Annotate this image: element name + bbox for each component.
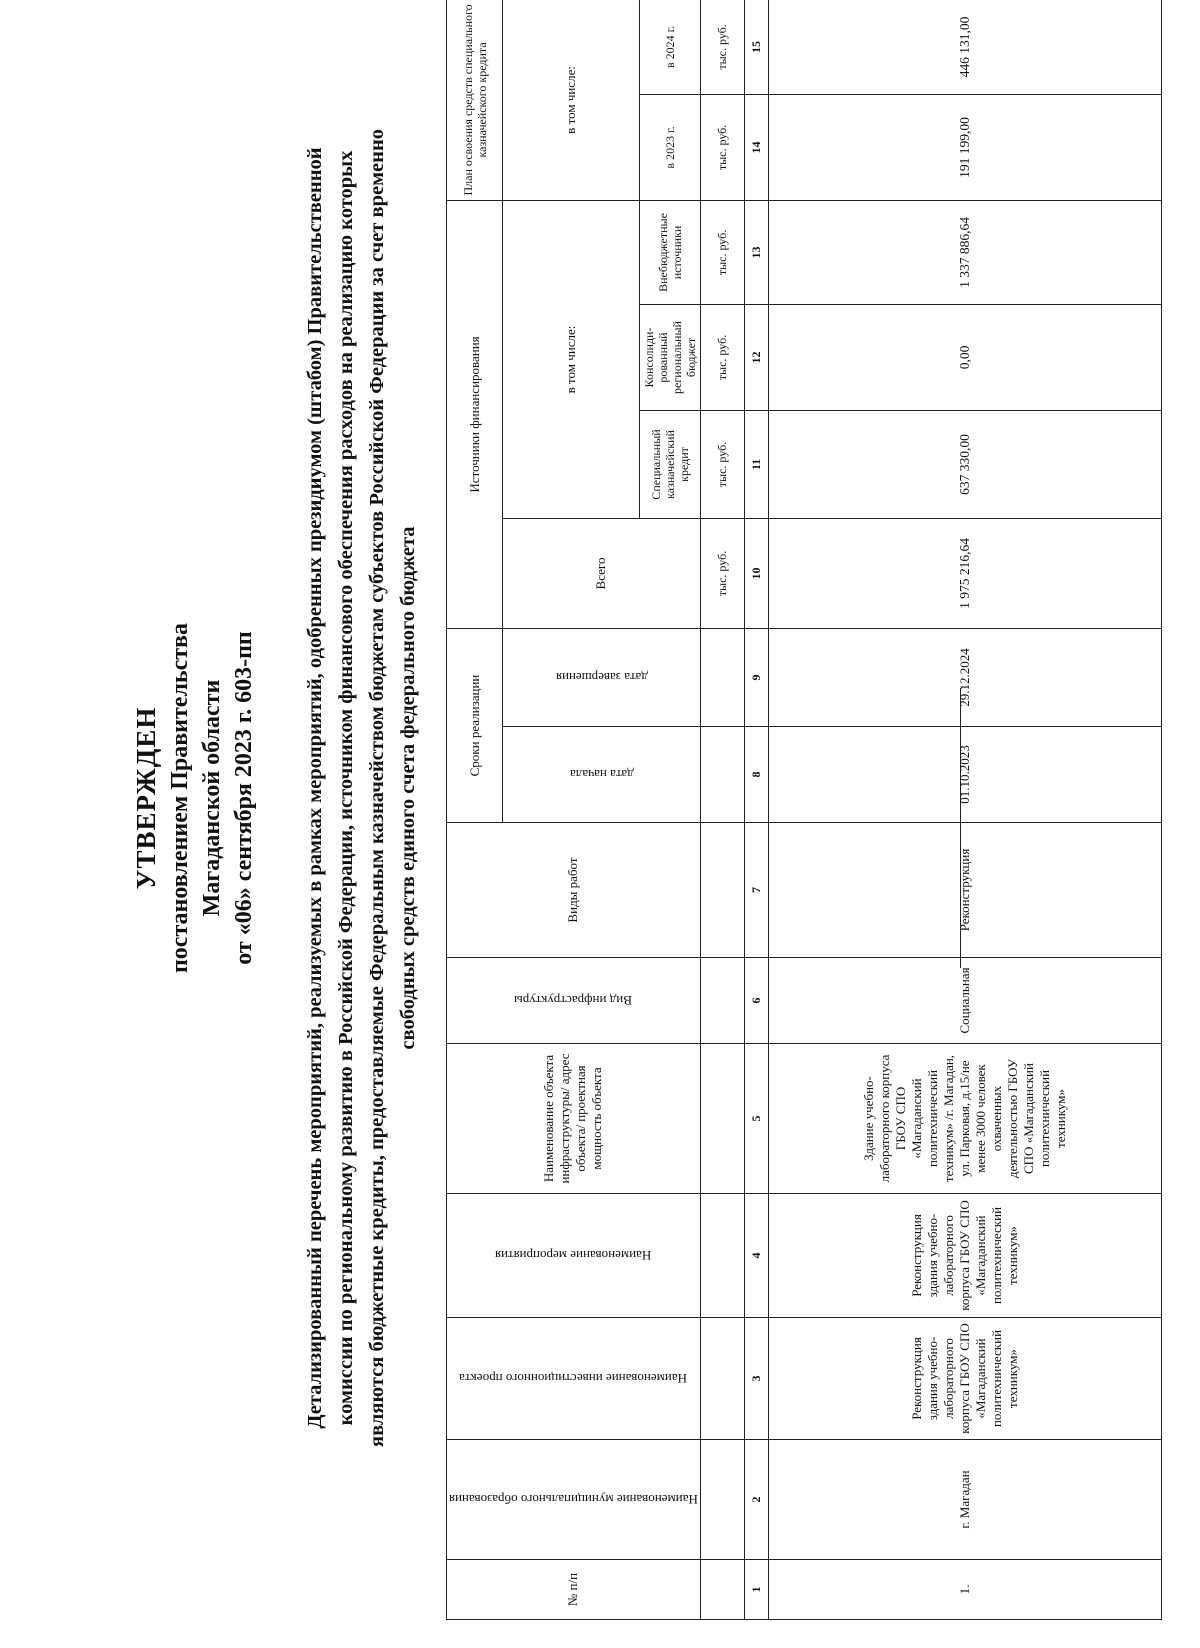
header-start-date-text: дата начала	[569, 767, 634, 782]
unit-cell: тыс. руб.	[700, 0, 744, 94]
row-plan-2023: 191 199,00	[768, 94, 1161, 200]
title-line: являются бюджетные кредиты, предоставляемые Федеральным казначейством бюджетам субъектов Российской Федерации за счет временно	[366, 128, 388, 1448]
unit-cell	[700, 1194, 744, 1318]
column-number: 12	[744, 304, 768, 410]
title-line: комиссии по региональному развитию в Российской Федерации, источником финансового обеспечения расходов на реализацию которых	[335, 150, 357, 1426]
column-number: 7	[744, 823, 768, 958]
row-special-credit: 637 330,00	[768, 410, 1161, 518]
unit-cell	[700, 1318, 744, 1440]
column-number: 2	[744, 1440, 768, 1560]
header-object: Наименование объекта инфраструктуры/ адрес объекта/ проектная мощность объекта	[447, 1044, 701, 1194]
column-number: 15	[744, 0, 768, 94]
row-municipality: г. Магадан	[768, 1440, 1161, 1560]
approval-line: постановлением Правительства	[167, 623, 193, 974]
row-project: Реконструкция здания учебно-лабораторного корпуса ГБОУ СПО «Магаданский политехнический техникум»	[768, 1318, 1161, 1440]
row-number: 1.	[768, 1560, 1161, 1620]
header-extra-budget: Внебюджетные источники	[639, 200, 700, 304]
title-line: свободных средств единого счета федерального бюджета	[397, 526, 419, 1050]
header-row	[447, 0, 503, 1620]
unit-cell	[700, 823, 744, 958]
column-number: 14	[744, 94, 768, 200]
column-number: 8	[744, 727, 768, 823]
unit-cell	[700, 628, 744, 726]
header-including-plan: в том числе:	[503, 0, 640, 200]
unit-cell	[700, 1044, 744, 1194]
header-project	[447, 1318, 701, 1440]
column-number: 6	[744, 958, 768, 1044]
header-end-date-text: дата завершения	[555, 670, 648, 685]
unit-cell: тыс. руб.	[700, 200, 744, 304]
approval-stamp	[128, 68, 260, 1528]
row-activity: Реконструкция здания учебно-лабораторного корпуса ГБОУ СПО «Магаданский политехнический техникум»	[768, 1194, 1161, 1318]
row-regional-budget: 0,00	[768, 304, 1161, 410]
row-work-type: Реконструкция	[768, 823, 1161, 958]
header-municipality	[447, 1440, 701, 1560]
header-activity-text: Наименование мероприятия	[495, 1248, 652, 1263]
header-plan-2023: в 2023 г.	[639, 94, 700, 200]
table-row	[768, 0, 1161, 1620]
column-number: 4	[744, 1194, 768, 1318]
activities-table	[446, 0, 1162, 1620]
document-title	[300, 78, 424, 1498]
column-number: 3	[744, 1318, 768, 1440]
closing-separator-line	[960, 688, 961, 968]
header-project-text: Наименование инвестиционного проекта	[459, 1371, 688, 1386]
header-including: в том числе:	[503, 200, 640, 518]
header-municipality-text: Наименование муниципального образования	[449, 1492, 698, 1507]
header-work-type: Виды работ	[447, 823, 701, 958]
unit-cell: тыс. руб.	[700, 304, 744, 410]
column-number: 9	[744, 628, 768, 726]
title-line: Детализированный перечень мероприятий, реализуемых в рамках мероприятий, одобренных президиумом (штабом) Правительственной	[304, 147, 326, 1429]
header-plan-2024: в 2024 г.	[639, 0, 700, 94]
approval-line: Магаданской области	[199, 679, 225, 917]
column-numbers-row	[744, 0, 768, 1620]
row-end-date: 29.12.2024	[768, 628, 1161, 726]
column-number: 11	[744, 410, 768, 518]
row-start-date: 01.10.2023	[768, 727, 1161, 823]
header-end-date	[503, 628, 701, 726]
row-object: Здание учебно-лабораторного корпуса ГБОУ СПО «Магаданский политехнический техникум» /г. Магадан, ул. Парковая, д.15/не менее 3000 человек охваченных деятельностью ГБОУ СПО «Магаданский политехнический техникум»	[768, 1044, 1161, 1194]
unit-cell: тыс. руб.	[700, 94, 744, 200]
header-special-credit: Специальный казначейский кредит	[639, 410, 700, 518]
units-row	[700, 0, 744, 1620]
column-number: 13	[744, 200, 768, 304]
header-activity	[447, 1194, 701, 1318]
header-regional-budget: Консолиди-рованный региональный бюджет	[639, 304, 700, 410]
unit-cell: тыс. руб.	[700, 518, 744, 628]
header-terms: Сроки реализации	[447, 628, 503, 822]
header-total: Всего	[503, 518, 701, 628]
header-funding: Источники финансирования	[447, 200, 503, 628]
header-number: № п/п	[447, 1560, 701, 1620]
row-plan-2024: 446 131,00	[768, 0, 1161, 94]
column-number: 1	[744, 1560, 768, 1620]
row-total: 1 975 216,64	[768, 518, 1161, 628]
column-number: 5	[744, 1044, 768, 1194]
unit-cell	[700, 958, 744, 1044]
unit-cell	[700, 1560, 744, 1620]
column-number: 10	[744, 518, 768, 628]
header-start-date	[503, 727, 701, 823]
header-plan: План освоения средств специального казначейского кредита	[447, 0, 503, 200]
header-infra-type	[447, 958, 701, 1044]
approval-heading: УТВЕРЖДЕН	[131, 706, 161, 890]
unit-cell: тыс. руб.	[700, 410, 744, 518]
unit-cell	[700, 727, 744, 823]
unit-cell	[700, 1440, 744, 1560]
row-infra-type: Социальная	[768, 958, 1161, 1044]
approval-date-line: от «06» сентября 2023 г. 603-пп	[231, 631, 257, 965]
header-infra-type-text: Вид инфраструктуры	[514, 993, 633, 1008]
row-extra-budget: 1 337 886,64	[768, 200, 1161, 304]
